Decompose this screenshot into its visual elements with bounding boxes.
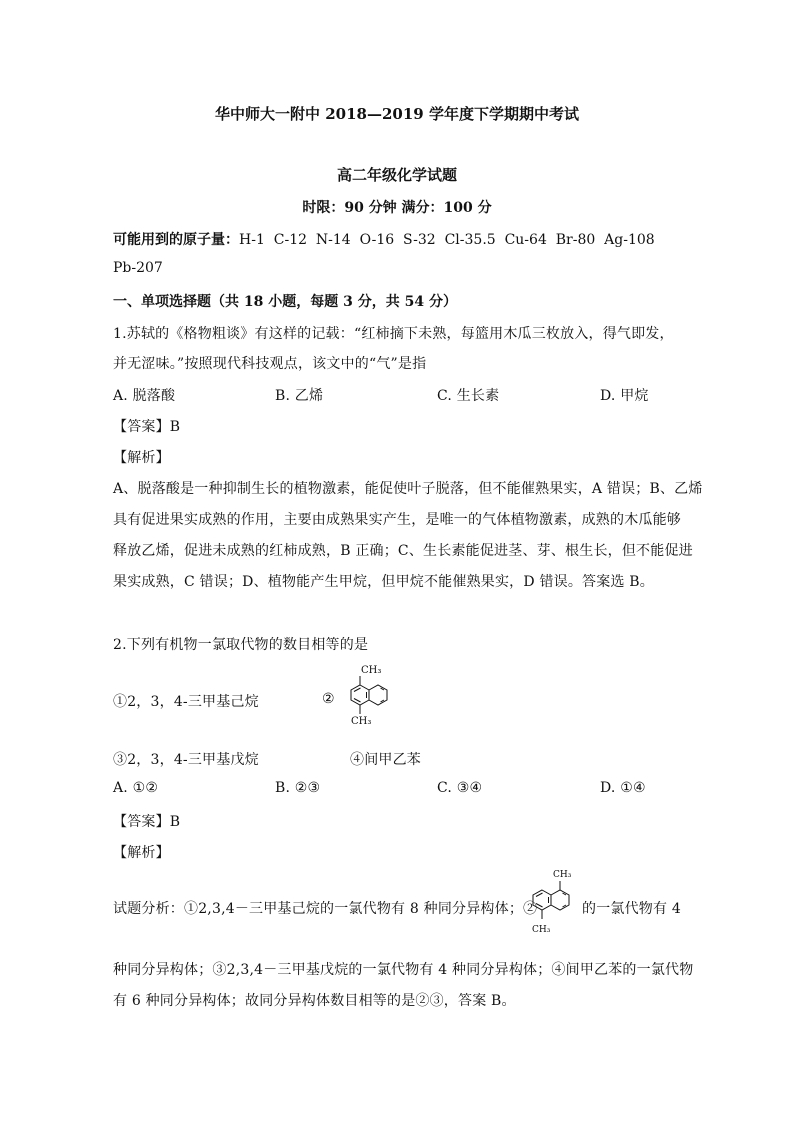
ch3-label-top: CH₃: [553, 870, 572, 880]
q2-analysis-label: 【解析】: [113, 845, 170, 861]
q1-option-d: D. 甲烷: [600, 388, 649, 404]
q2-analysis-line1a: 试题分析：①2,3,4－三甲基己烷的一氯代物有 8 种同分异构体；②: [113, 901, 538, 917]
q2-option-b: B. ②③: [275, 780, 321, 796]
q2-stem: 2.下列有机物一氯取代物的数目相等的是: [113, 637, 369, 653]
atomic-mass-values: H-1 C-12 N-14 O-16 S-32 Cl-35.5 Cu-64 Br-80 Ag-108: [239, 232, 655, 248]
exam-subtitle: 高二年级化学试题: [336, 166, 457, 184]
section-heading: 一、单项选择题（共 18 小题，每题 3 分，共 54 分）: [113, 294, 457, 310]
exam-title: 华中师大一附中 2018—2019 学年度下学期期中考试: [215, 105, 579, 123]
q2-option-a: A. ①②: [113, 780, 159, 796]
q1-stem-line2: 并无涩味。”按照现代科技观点，该文中的“气”是指: [113, 356, 427, 372]
q1-analysis-line: 释放乙烯，促进未成熟的红柿成熟，B 正确；C、生长素能促进茎、芽、根生长，但不能促进: [113, 543, 693, 559]
ch3-label-bottom: CH₃: [351, 716, 372, 727]
q1-answer: 【答案】B: [113, 419, 181, 435]
q2-analysis-line3: 有 6 种同分异构体；故同分异构体数目相等的是②③，答案 B。: [113, 993, 516, 1009]
q2-item-4: ④间甲乙苯: [350, 752, 421, 768]
dimethylnaphthalene-structure-analysis: [516, 866, 582, 946]
q2-option-d: D. ①④: [600, 780, 646, 796]
atomic-masses: [113, 229, 655, 249]
q1-analysis-line: A、脱落酸是一种抑制生长的植物激素，能促使叶子脱落，但不能催熟果实，A 错误；B、乙烯: [113, 481, 703, 497]
q2-item-1: ①2，3，4-三甲基己烷: [113, 694, 259, 710]
ch3-label-bottom: CH₃: [532, 925, 551, 935]
q1-option-a: A. 脱落酸: [113, 388, 176, 404]
q2-answer: 【答案】B: [113, 814, 181, 830]
q2-analysis-line2: 种同分异构体；③2,3,4－三甲基戊烷的一氯代物有 4 种同分异构体；④间甲乙苯的一氯代物: [113, 962, 694, 978]
time-score: 时限：90 分钟 满分：100 分: [302, 200, 492, 216]
q1-stem-line1: 1.苏轼的《格物粗谈》有这样的记载：“红柿摘下未熟，每篮用木瓜三枚放入，得气即发，: [113, 326, 674, 342]
q1-analysis-line: 果实成熟，C 错误；D、植物能产生甲烷，但甲烷不能催熟果实，D 错误。答案选 B。: [113, 574, 654, 590]
q2-item-3: ③2，3，4-三甲基戊烷: [113, 752, 259, 768]
q1-analysis-line: 具有促进果实成熟的作用，主要由成熟果实产生，是唯一的气体植物激素，成熟的木瓜能够: [113, 512, 681, 528]
q2-option-c: C. ③④: [437, 780, 483, 796]
q1-analysis-label: 【解析】: [113, 450, 170, 466]
ch3-label-top: CH₃: [361, 665, 382, 676]
q1-option-c: C. 生长素: [437, 388, 500, 404]
dimethylnaphthalene-structure: [334, 660, 394, 740]
q2-item-2-marker: ②: [322, 691, 335, 707]
q2-analysis-line1b: 的一氯代物有 4: [582, 901, 681, 917]
atomic-mass-values-2: Pb-207: [113, 260, 163, 276]
atomic-mass-label: 可能用到的原子量：: [113, 232, 239, 248]
q1-option-b: B. 乙烯: [275, 388, 324, 404]
